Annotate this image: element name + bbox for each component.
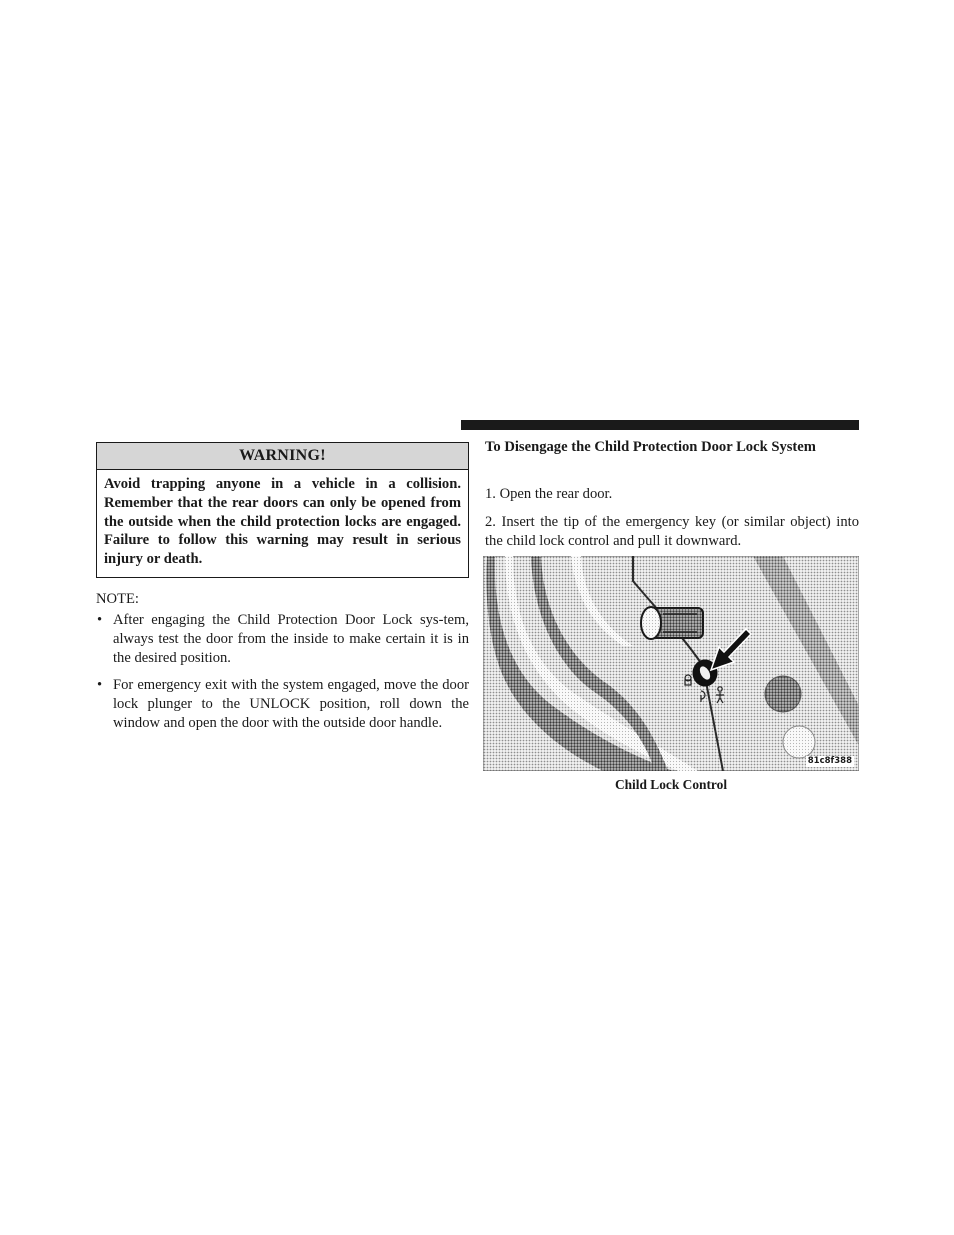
- step-2: 2. Insert the tip of the emergency key (or similar object) into the child lock control and pull it downward.: [485, 514, 859, 549]
- bullet-icon: •: [97, 676, 103, 693]
- warning-title: WARNING!: [97, 443, 468, 470]
- child-lock-figure: [483, 556, 859, 771]
- warning-text: Avoid trapping anyone in a vehicle in a collision. Remember that the rear doors can only be opened from the outside when the child protection locks are engaged. Failure to follow this warning may result in serious injury or death.: [104, 476, 461, 568]
- list-item: [96, 676, 469, 733]
- warning-box: [96, 442, 469, 578]
- note-item-text: After engaging the Child Protection Door Lock sys-tem, always test the door from the inside to make certain it is in the desired position.: [113, 611, 469, 666]
- section-heading: To Disengage the Child Protection Door Lock System: [485, 439, 816, 455]
- note-list: [96, 611, 469, 733]
- bullet-icon: •: [97, 611, 103, 628]
- note-item-text: For emergency exit with the system engaged, move the door lock plunger to the UNLOCK position, roll down the window and open the door with the outside door handle.: [113, 676, 469, 731]
- door-striker-icon: [641, 607, 703, 639]
- left-column: [96, 442, 469, 741]
- list-item: [96, 611, 469, 668]
- figure-caption: Child Lock Control: [614, 777, 728, 792]
- note-label: NOTE:: [96, 590, 139, 607]
- section-rule: [461, 420, 859, 430]
- step-1: 1. Open the rear door.: [485, 486, 613, 502]
- door-latch-image: [483, 556, 859, 771]
- figure-code: 81c8f388: [807, 756, 852, 766]
